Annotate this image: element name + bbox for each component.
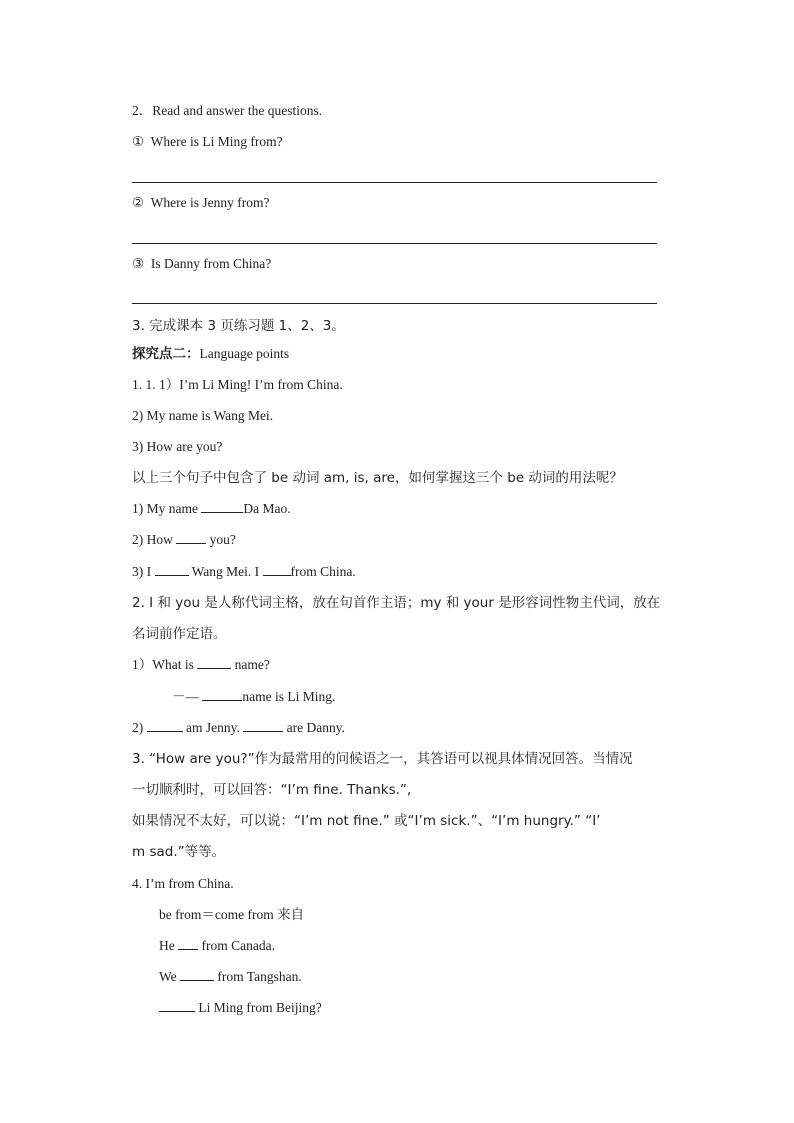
point2-line2: 名词前作定语。 [132, 626, 227, 642]
section-title: Language points [199, 346, 290, 361]
question-2-text: Where is Jenny from? [150, 195, 270, 210]
point1-sentence2: 2) My name is Wang Mei. [132, 408, 274, 423]
point4-ex2-prefix: We [159, 969, 181, 984]
fill-1 [132, 500, 291, 518]
fill-3 [132, 563, 356, 581]
fill-1-blank[interactable] [201, 500, 243, 513]
answer-line-1[interactable] [132, 182, 657, 183]
point2-q2-blank-1[interactable] [147, 719, 183, 732]
point3-line2: 一切顺利时，可以回答：“I’m fine. Thanks.”, [132, 782, 412, 798]
point2-question1 [132, 656, 270, 674]
point4-ex3-blank[interactable] [159, 999, 195, 1012]
point2-question2 [132, 719, 345, 737]
section-heading [132, 345, 289, 363]
point4-heading: 4. I’m from China. [132, 876, 234, 891]
fill-1-prefix: 1) My name [132, 501, 202, 516]
point3-line4: m sad.”等等。 [132, 844, 226, 860]
point2-answer1-blank[interactable] [202, 688, 242, 701]
point2-q2-suffix: are Danny. [283, 720, 345, 735]
point2-q2-middle: am Jenny. [182, 720, 244, 735]
point2-line1: 2. I 和 you 是人称代词主格，放在句首作主语；my 和 your 是形容词性物主代词，放在 [132, 595, 661, 611]
question-1-number: ① [132, 134, 145, 149]
point4-example1 [159, 937, 275, 955]
question-2 [132, 194, 269, 212]
question-1-text: Where is Li Ming from? [150, 134, 283, 149]
answer-line-3[interactable] [132, 303, 657, 304]
fill-3-suffix: from China. [290, 564, 356, 579]
question-3-number: ③ [132, 256, 145, 271]
question-2-number: ② [132, 195, 145, 210]
point2-answer1-dash: －— [172, 689, 203, 704]
answer-line-2[interactable] [132, 243, 657, 244]
point4-ex1-blank[interactable] [178, 937, 198, 950]
point2-q1-suffix: name? [231, 657, 270, 672]
point2-answer1-suffix: name is Li Ming. [242, 689, 336, 704]
q2-heading: 2．Read and answer the questions. [132, 103, 323, 118]
point4-ex2-blank[interactable] [180, 968, 214, 981]
point4-definition: be from＝come from 来自 [159, 907, 305, 922]
point3-line3: 如果情况不太好，可以说：“I’m not fine.” 或“I’m sick.”、“I’m hungry.” “I’ [132, 813, 601, 829]
fill-2-blank[interactable] [176, 531, 206, 544]
point2-q2-blank-2[interactable] [243, 719, 283, 732]
fill-2-suffix: you? [206, 532, 236, 547]
point4-example2 [159, 968, 302, 986]
section-label: 探究点二： [132, 346, 200, 362]
question-3-text: Is Danny from China? [150, 256, 272, 271]
fill-2-prefix: 2) How [132, 532, 177, 547]
point1-sentence1: 1. 1. 1）I’m Li Ming! I’m from China. [132, 377, 343, 392]
question-3 [132, 255, 271, 273]
point4-ex2-suffix: from Tangshan. [214, 969, 302, 984]
fill-2 [132, 531, 236, 549]
question-1 [132, 133, 283, 151]
point1-sentence3: 3) How are you? [132, 439, 223, 454]
q3-instruction: 3. 完成课本 3 页练习题 1、2、3。 [132, 318, 345, 334]
fill-3-blank-1[interactable] [155, 563, 189, 576]
point3-line1: 3. “How are you?”作为最常用的问候语之一，其答语可以视具体情况回答。当情况 [132, 751, 633, 767]
point2-answer1 [172, 688, 335, 706]
point4-example3 [159, 999, 322, 1017]
point4-ex1-suffix: from Canada. [198, 938, 275, 953]
point2-q1-prefix: 1）What is [132, 657, 198, 672]
point4-ex3-suffix: Li Ming from Beijing? [195, 1000, 322, 1015]
point2-q1-blank[interactable] [197, 656, 231, 669]
point2-q2-prefix: 2) [132, 720, 147, 735]
point1-question: 以上三个句子中包含了 be 动词 am, is, are，如何掌握这三个 be 动词的用法呢？ [132, 470, 623, 486]
fill-3-blank-2[interactable] [263, 563, 291, 576]
point4-ex1-prefix: He [159, 938, 179, 953]
fill-3-prefix: 3) I [132, 564, 155, 579]
fill-3-middle: Wang Mei. I [188, 564, 263, 579]
fill-1-suffix: Da Mao. [243, 501, 291, 516]
